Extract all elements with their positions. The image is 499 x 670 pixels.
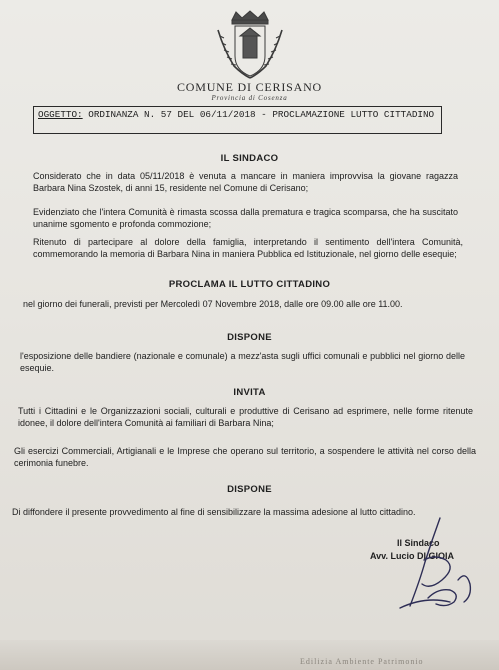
paragraph-esercizi: Gli esercizi Commerciali, Artigianali e le Imprese che operano sul territorio, a sospendere le attività nel corso della cerimonia funebre. <box>14 446 476 468</box>
subject-text: ORDINANZA N. 57 DEL 06/11/2018 - PROCLAMAZIONE LUTTO CITTADINO <box>88 109 435 120</box>
footer-strip <box>0 640 499 670</box>
paragraph-cittadini: Tutti i Cittadini e le Organizzazioni sociali, culturali e produttive di Cerisano ad esprimere, nelle forme ritenute idonee, il dolore dell'intera Comunità ai familiari di Barbara Nina; <box>18 406 473 428</box>
paragraph-funerali: nel giorno dei funerali, previsti per Mercoledì 07 Novembre 2018, dalle ore 09.00 alle ore 11.00. <box>23 299 403 309</box>
heading-dispone-2: DISPONE <box>227 484 272 495</box>
subject-label: OGGETTO: <box>38 109 83 120</box>
paragraph-bandiere: l'esposizione delle bandiere (nazionale e comunale) a mezz'asta sugli uffici comunali e pubblici nel giorno delle esequie. <box>20 351 465 373</box>
footer-text: Edilizia Ambiente Patrimonio <box>300 657 424 666</box>
paragraph-diffondere: Di diffondere il presente provvedimento al fine di sensibilizzare la massima adesione al lutto cittadino. <box>12 507 416 517</box>
paragraph-ritenuto: Ritenuto di partecipare al dolore della famiglia, interpretando il sentimento dell'intera Comunità, commemorando la memoria di Barbara Nina in maniera Pubblica ed Istituzionale, nel giorno delle esequie; <box>33 237 463 259</box>
municipal-crest-icon <box>210 10 290 82</box>
heading-invita: INVITA <box>233 387 266 398</box>
comune-title: COMUNE DI CERISANO <box>176 80 323 94</box>
signature-title: Il Sindaco <box>397 538 440 548</box>
heading-proclama: PROCLAMA IL LUTTO CITTADINO <box>168 279 331 290</box>
paragraph-evidenziato: Evidenziato che l'intera Comunità è rimasta scossa dalla prematura e tragica scomparsa, che ha suscitato unanime sgomento e profonda commozione; <box>33 207 458 229</box>
signature-name: Avv. Lucio DI GIOIA <box>370 551 455 561</box>
heading-dispone-1: DISPONE <box>227 332 272 343</box>
paragraph-considerato: Considerato che in data 05/11/2018 è venuta a mancare in maniera improvvisa la giovane ragazza Barbara Nina Szostek, di anni 15, residente nel Comune di Cerisano; <box>33 171 458 193</box>
heading-il-sindaco: IL SINDACO <box>220 153 279 164</box>
handwritten-signature-icon <box>380 510 490 620</box>
provincia-subtitle: Provincia di Cosenza <box>211 94 288 102</box>
subject-box <box>33 106 442 134</box>
